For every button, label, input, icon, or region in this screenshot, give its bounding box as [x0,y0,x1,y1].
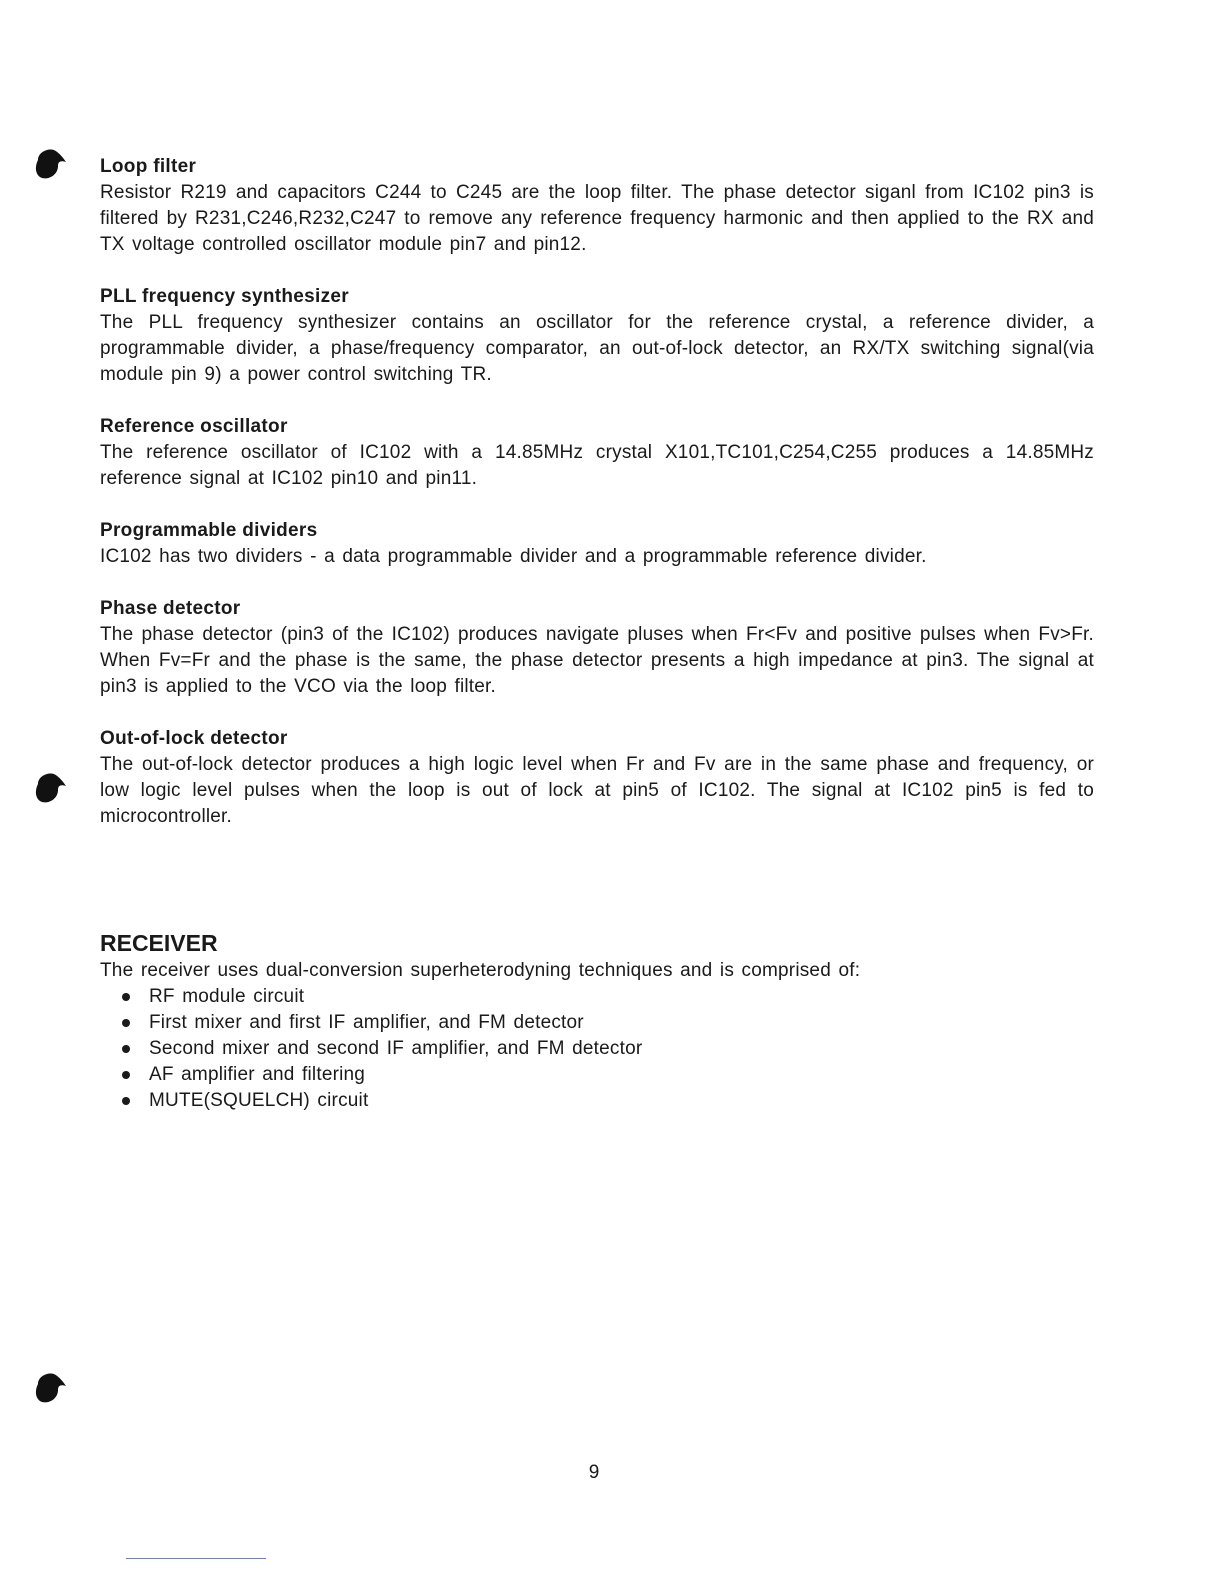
section-title: Out-of-lock detector [100,728,288,749]
receiver-component-list [100,984,1094,1114]
section-title: Programmable dividers [100,520,318,541]
list-item [122,1062,1094,1088]
section-loop-filter [100,154,1094,258]
binder-hole-icon [32,770,68,806]
receiver-heading: RECEIVER [100,930,218,956]
binder-hole-icon [32,146,68,182]
binder-hole-icon [32,1370,68,1406]
list-item-text: AF amplifier and filtering [149,1064,366,1085]
list-item-text: Second mixer and second IF amplifier, and FM detector [149,1038,643,1059]
section-body: The PLL frequency synthesizer contains an oscillator for the reference crystal, a reference divider, a programmable divider, a phase/frequency comparator, an out-of-lock detector, an RX/TX switching signal(via module pin 9) a power control switching TR. [100,312,1094,385]
bullet-icon [122,1045,130,1053]
section-out-of-lock-detector [100,726,1094,830]
bullet-icon [122,1019,130,1027]
section-body: IC102 has two dividers - a data programmable divider and a programmable reference divider. [100,546,927,567]
bullet-icon [122,1071,130,1079]
section-title: Loop filter [100,156,197,177]
list-item [122,984,1094,1010]
section-pll-synthesizer [100,284,1094,388]
list-item [122,1010,1094,1036]
bullet-icon [122,1097,130,1105]
list-item [122,1036,1094,1062]
receiver-intro: The receiver uses dual-conversion superheterodyning techniques and is comprised of: [100,960,861,981]
section-programmable-dividers [100,518,1094,570]
receiver-section [100,928,1094,1114]
section-body: Resistor R219 and capacitors C244 to C245 are the loop filter. The phase detector siganl from IC102 pin3 is filtered by R231,C246,R232,C247 to remove any reference frequency harmonic and then applied to the RX and TX voltage controlled oscillator module pin7 and pin12. [100,182,1094,255]
section-body: The reference oscillator of IC102 with a 14.85MHz crystal X101,TC101,C254,C255 produces a 14.85MHz reference signal at IC102 pin10 and pin11. [100,442,1094,489]
list-item-text: First mixer and first IF amplifier, and FM detector [149,1012,584,1033]
section-reference-oscillator [100,414,1094,492]
main-content [100,154,1094,830]
list-item-text: RF module circuit [149,986,305,1007]
section-phase-detector [100,596,1094,700]
page-number: 9 [588,1462,600,1483]
section-title: Reference oscillator [100,416,288,437]
list-item [122,1088,1094,1114]
section-title: PLL frequency synthesizer [100,286,349,307]
section-title: Phase detector [100,598,241,619]
bullet-icon [122,993,130,1001]
section-body: The phase detector (pin3 of the IC102) produces navigate pluses when Fr<Fv and positive pulses when Fv>Fr. When Fv=Fr and the phase is the same, the phase detector presents a high impedance at pin3. The signal at pin3 is applied to the VCO via the loop filter. [100,624,1094,697]
section-body: The out-of-lock detector produces a high logic level when Fr and Fv are in the same phase and frequency, or low logic level pulses when the loop is out of lock at pin5 of IC102. The signal at IC102 pin5 is fed to microcontroller. [100,754,1094,827]
footer-rule [126,1558,266,1559]
list-item-text: MUTE(SQUELCH) circuit [149,1090,369,1111]
